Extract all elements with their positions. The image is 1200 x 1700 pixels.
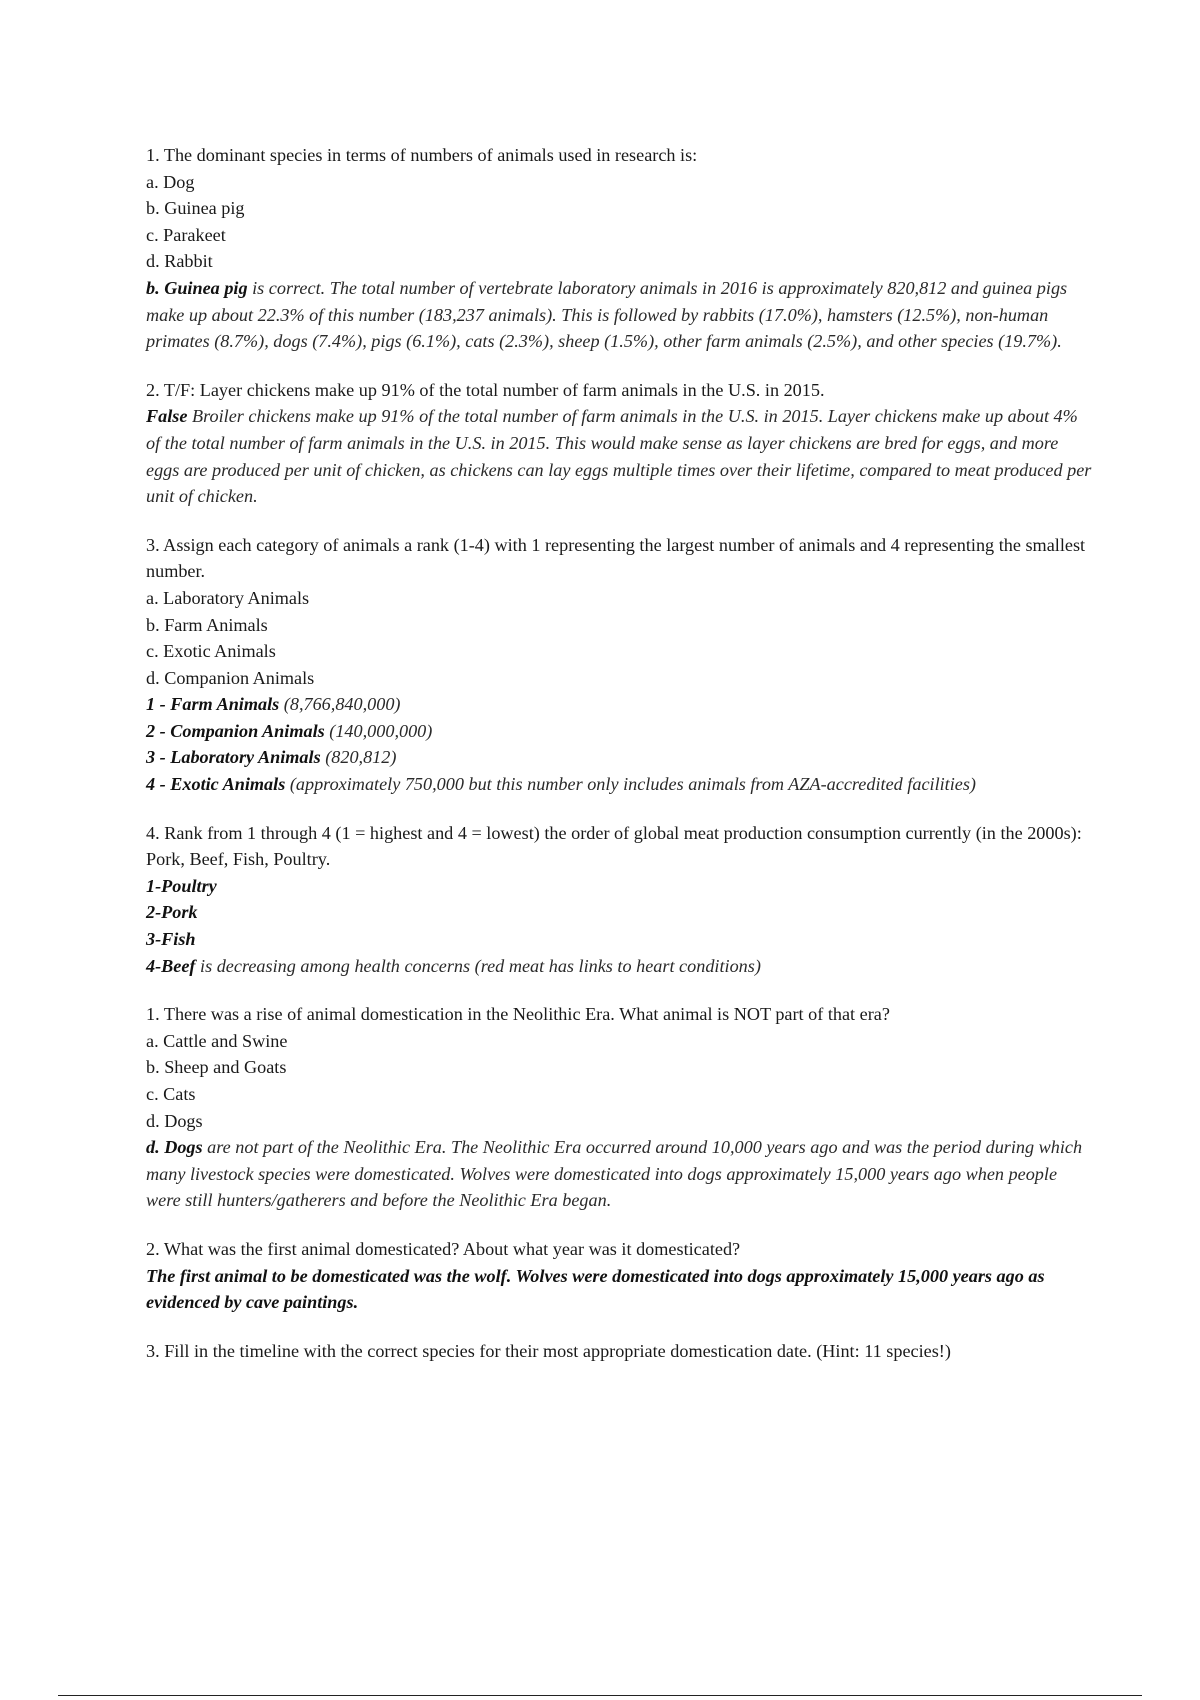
q5-answer-lead: d. Dogs	[146, 1137, 203, 1158]
q2-question: 2. T/F: Layer chickens make up 91% of the total number of farm animals in the U.S. in 2015.	[146, 379, 825, 400]
q1-question: 1. The dominant species in terms of numbers of animals used in research is:	[146, 145, 698, 165]
q3-answer-4-text: (approximately 750,000 but this number only includes animals from AZA-accredited facilities)	[285, 774, 976, 795]
q3-option-a: a. Laboratory Animals	[146, 587, 310, 608]
q2-answer-text: Broiler chickens make up 91% of the total number of farm animals in the U.S. in 2015. Layer chickens make up about 4% of the total number of farm animals in the U.S. in 2015. This would make sense as layer chickens are bred for eggs, and more eggs are produced per unit of chicken, as chickens can lay eggs multiple times over their lifetime, compared to meat produced per unit of chicken.	[146, 406, 1092, 507]
q1-option-a: a. Dog	[146, 171, 195, 192]
q5-option-b: b. Sheep and Goats	[146, 1057, 287, 1078]
q3-answer-4-lead: 4 - Exotic Animals	[146, 774, 286, 795]
q4-answer-2-lead: 2-Pork	[146, 902, 198, 923]
q4-answer-4	[146, 953, 1096, 980]
q3-answer-1	[146, 691, 1096, 718]
q3-answer-2-lead: 2 - Companion Animals	[146, 720, 325, 741]
q4-answer-3	[146, 926, 1096, 953]
q4-answer-1	[146, 873, 1096, 900]
q3-option-c: c. Exotic Animals	[146, 641, 276, 662]
q5-option-c: c. Cats	[146, 1084, 196, 1104]
q3-answer-3	[146, 744, 1096, 771]
q4-answer-1-lead: 1-Poultry	[146, 875, 217, 896]
q4-question: 4. Rank from 1 through 4 (1 = highest and 4 = lowest) the order of global meat production consumption currently (in the 2000s): Pork, Beef, Fish, Poultry.	[146, 822, 1082, 870]
document-page	[146, 142, 1096, 1364]
q5-question: 1. There was a rise of animal domestication in the Neolithic Era. What animal is NOT part of that era?	[146, 1004, 890, 1025]
q4-answer-3-lead: 3-Fish	[146, 929, 196, 950]
q1-option-b: b. Guinea pig	[146, 198, 245, 219]
q2-answer	[146, 403, 1096, 509]
q3-answer-2-text: (140,000,000)	[324, 720, 433, 741]
bottom-rule	[58, 1695, 1142, 1696]
q2-answer-lead: False	[146, 406, 188, 427]
q3-answer-3-lead: 3 - Laboratory Animals	[146, 747, 321, 768]
q5-answer	[146, 1134, 1096, 1214]
q3-answer-2	[146, 718, 1096, 745]
q4-answer-4-lead: 4-Beef	[146, 955, 196, 976]
q3-answer-4	[146, 771, 1096, 798]
q5-option-a: a. Cattle and Swine	[146, 1030, 288, 1051]
q5-answer-text: are not part of the Neolithic Era. The Neolithic Era occurred around 10,000 years ago and was the period during which many livestock species were domesticated. Wolves were domesticated into dogs approximately 15,000 years ago when people were still hunters/gatherers and before the Neolithic Era began.	[146, 1137, 1083, 1211]
q5-option-d: d. Dogs	[146, 1110, 203, 1131]
q4-answer-2	[146, 899, 1096, 926]
q3-answer-3-text: (820,812)	[320, 747, 397, 768]
q3-option-b: b. Farm Animals	[146, 614, 268, 635]
q1-answer	[146, 275, 1096, 355]
q3-question: 3. Assign each category of animals a rank (1-4) with 1 representing the largest number of animals and 4 representing the smallest number.	[146, 534, 1086, 582]
q1-answer-text: is correct. The total number of vertebrate laboratory animals in 2016 is approximately 820,812 and guinea pigs make up about 22.3% of this number (183,237 animals). This is followed by rabbits (17.0%), hamsters (12.5%), non-human primates (8.7%), dogs (7.4%), pigs (6.1%), cats (2.3%), sheep (1.5%), other farm animals (2.5%), and other species (19.7%).	[146, 277, 1068, 352]
q3-answer-1-text: (8,766,840,000)	[279, 694, 401, 715]
q6-answer: The first animal to be domesticated was the wolf. Wolves were domesticated into dogs approximately 15,000 years ago as evidenced by cave paintings.	[146, 1265, 1045, 1313]
q1-option-d: d. Rabbit	[146, 251, 213, 272]
q3-option-d: d. Companion Animals	[146, 667, 315, 688]
q7-question: 3. Fill in the timeline with the correct species for their most appropriate domestication date. (Hint: 11 species!)	[146, 1340, 951, 1361]
q4-answer-4-text: is decreasing among health concerns (red meat has links to heart conditions)	[195, 955, 761, 976]
q6-question: 2. What was the first animal domesticated? About what year was it domesticated?	[146, 1238, 741, 1259]
q1-answer-lead: b. Guinea pig	[146, 277, 248, 298]
q1-option-c: c. Parakeet	[146, 224, 226, 245]
q3-answer-1-lead: 1 - Farm Animals	[146, 694, 280, 715]
